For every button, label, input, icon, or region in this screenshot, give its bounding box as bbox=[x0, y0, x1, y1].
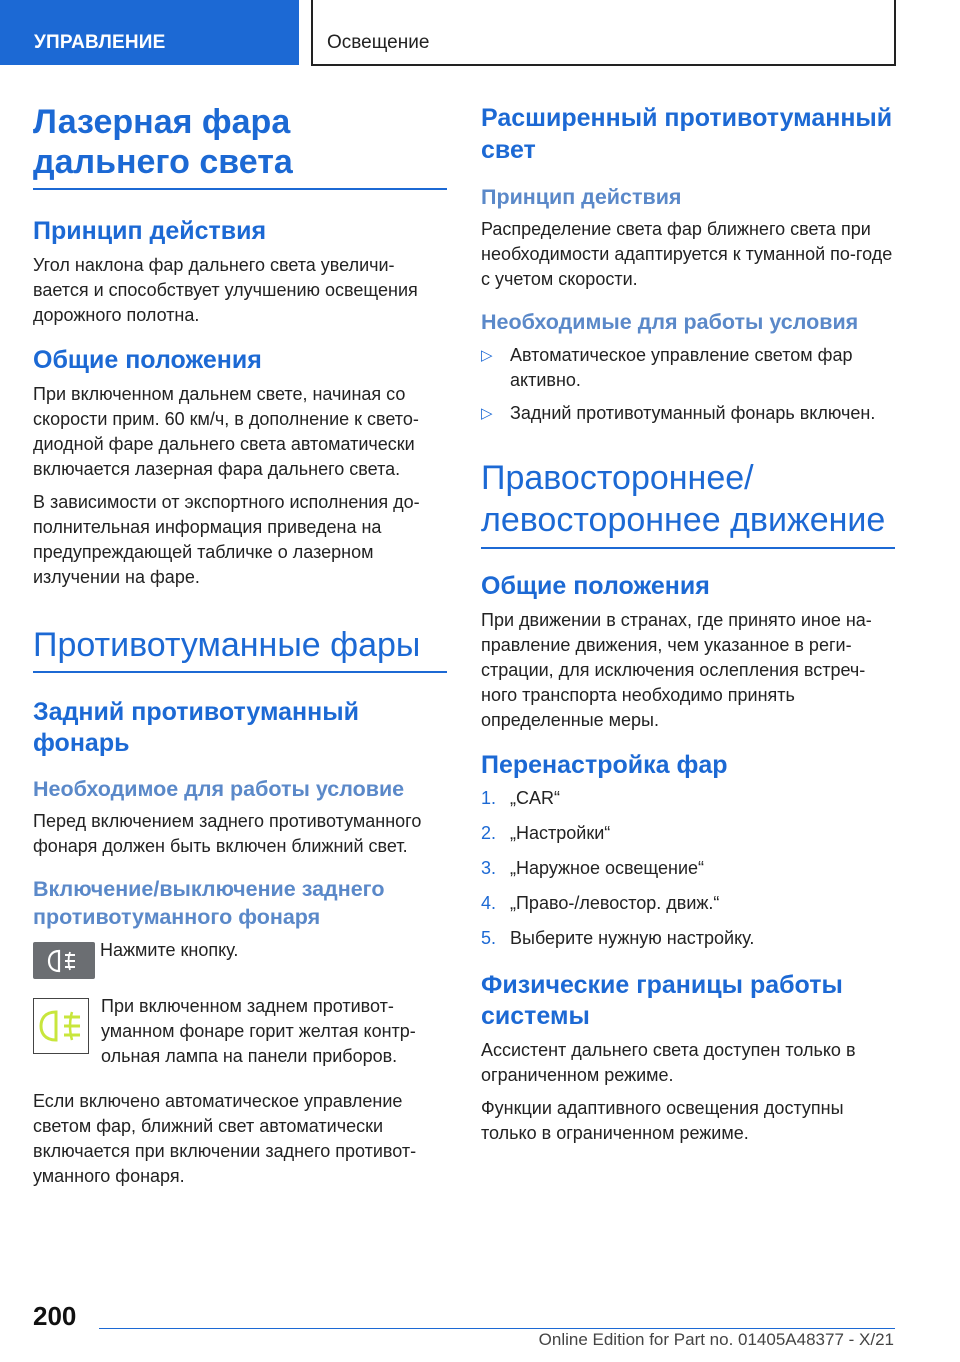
rear-fog-heading: Задний противотуманный фонарь bbox=[33, 698, 359, 757]
right-principle-heading: Принцип действия bbox=[481, 185, 682, 209]
rear-fog-condition-text: Перед включением заднего противотуманного фонаря должен быть включен ближний свет. bbox=[33, 811, 422, 856]
conditions-heading: Необходимые для работы условия bbox=[481, 310, 859, 334]
readjust-heading: Перенастройка фар bbox=[481, 751, 728, 779]
step-text: „CAR“ bbox=[510, 788, 560, 808]
step-item bbox=[481, 821, 895, 846]
condition-item bbox=[481, 343, 895, 393]
condition-text: Задний противотуманный фонарь включен. bbox=[510, 403, 876, 423]
laser-title: Лазерная фара дальнего света bbox=[33, 102, 447, 190]
traffic-title: Правостороннее/левостороннее движение bbox=[481, 457, 895, 549]
chapter-tab bbox=[311, 0, 896, 66]
condition-text: Автоматическое управление светом фар активно. bbox=[510, 345, 853, 390]
triangle-bullet-icon: ▷ bbox=[481, 347, 493, 364]
step-number: 4. bbox=[481, 893, 497, 913]
indicator-text: При включенном заднем противот-уманном фонаре горит желтая контр-ольная лампа на панели приборов. bbox=[101, 996, 416, 1066]
triangle-bullet-icon: ▷ bbox=[481, 405, 493, 422]
step-number: 3. bbox=[481, 858, 497, 878]
fog-title: Противотуманные фары bbox=[33, 625, 447, 673]
principle-text: Угол наклона фар дальнего света увеличи-вается и способствует улучшению освещения дорожного полотна. bbox=[33, 255, 418, 325]
switch-heading: Включение/выключение заднего противотуманного фонаря bbox=[33, 877, 385, 929]
section-tab bbox=[0, 0, 299, 65]
press-text: Нажмите кнопку. bbox=[100, 940, 239, 960]
page-number: 200 bbox=[33, 1301, 77, 1331]
left-column bbox=[33, 102, 447, 1189]
general-text-2: В зависимости от экспортного исполнения до-полнительная информация приведена на предупреждающей табличке о лазерном излучении на фаре. bbox=[33, 492, 420, 587]
steps-list bbox=[481, 786, 895, 951]
step-text: „Право-/левостор. движ.“ bbox=[510, 893, 720, 913]
auto-text: Если включено автоматическое управление светом фар, ближний свет автоматически включается при включении заднего противот-уманного фонаря. bbox=[33, 1091, 417, 1186]
step-number: 5. bbox=[481, 928, 497, 948]
indicator-row bbox=[33, 998, 447, 1069]
extended-fog-title: Расширенный противотуманный свет bbox=[481, 104, 893, 164]
condition-item bbox=[481, 401, 895, 426]
step-number: 1. bbox=[481, 788, 497, 808]
general-heading: Общие положения bbox=[33, 346, 262, 374]
step-number: 2. bbox=[481, 823, 497, 843]
right-general-text: При движении в странах, где принято иное на-правление движения, чем указанное в реги-страции, для исключения ослепления встреч-ного транспорта необходимо принять определенные меры. bbox=[481, 610, 872, 730]
general-text-1: При включенном дальнем свете, начиная со скорости прим. 60 км/ч, в дополнение к свето-диодной фаре дальнего света автоматически включается лазерная фара дальнего света. bbox=[33, 384, 419, 479]
principle-heading: Принцип действия bbox=[33, 217, 267, 245]
rear-fog-condition-heading: Необходимое для работы условие bbox=[33, 777, 405, 801]
right-column bbox=[481, 102, 895, 1146]
chapter-label: Освещение bbox=[327, 32, 430, 53]
step-text: Выберите нужную настройку. bbox=[510, 928, 755, 948]
edition-text: Online Edition for Part no. 01405A48377 - X/21 bbox=[538, 1330, 894, 1349]
footer-divider bbox=[99, 1328, 895, 1329]
right-principle-text: Распределение света фар ближнего света при необходимости адаптируется к туманной по-годе с учетом скорости. bbox=[481, 219, 893, 289]
step-item bbox=[481, 856, 895, 881]
step-text: „Настройки“ bbox=[510, 823, 611, 843]
step-item bbox=[481, 891, 895, 916]
limits-heading: Физические границы работы системы bbox=[481, 971, 843, 1030]
step-item bbox=[481, 786, 895, 811]
press-row bbox=[33, 942, 447, 979]
rear-fog-indicator-icon bbox=[33, 998, 89, 1054]
rear-fog-button-icon bbox=[33, 942, 95, 979]
limits-text-1: Ассистент дальнего света доступен только в ограниченном режиме. bbox=[481, 1040, 856, 1085]
section-label: УПРАВЛЕНИЕ bbox=[34, 32, 166, 53]
step-item bbox=[481, 926, 895, 951]
step-text: „Наружное освещение“ bbox=[510, 858, 705, 878]
limits-text-2: Функции адаптивного освещения доступны только в ограниченном режиме. bbox=[481, 1098, 844, 1143]
right-general-heading: Общие положения bbox=[481, 572, 710, 600]
